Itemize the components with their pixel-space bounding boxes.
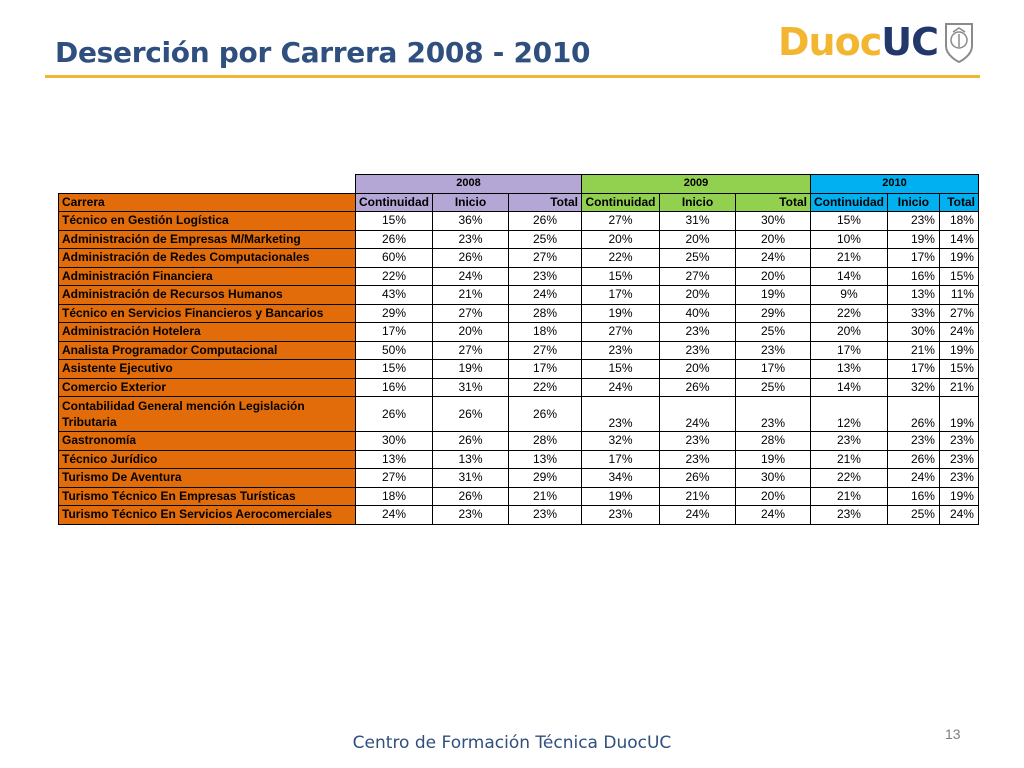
value-cell-continuidad-2009: 20% (581, 230, 659, 249)
value-cell-continuidad-2010: 21% (810, 249, 887, 268)
value-cell-continuidad-2010: 17% (810, 341, 887, 360)
value-cell-continuidad-2008: 26% (356, 397, 433, 432)
value-cell-continuidad-2008: 26% (356, 230, 433, 249)
value-cell-continuidad-2008: 17% (356, 323, 433, 342)
value-cell-inicio-2008: 27% (432, 304, 508, 323)
value-cell-inicio-2008: 31% (432, 469, 508, 488)
value-cell-inicio-2008: 19% (432, 360, 508, 379)
title-underline (45, 75, 980, 78)
value-cell-continuidad-2008: 43% (356, 286, 433, 305)
table-row (59, 249, 979, 268)
col-inicio-2009: Inicio (659, 193, 735, 212)
value-cell-total-2009: 19% (735, 286, 810, 305)
table-row (59, 304, 979, 323)
value-cell-continuidad-2008: 27% (356, 469, 433, 488)
value-cell-continuidad-2010: 12% (810, 397, 887, 432)
year-header-2008: 2008 (356, 175, 582, 194)
value-cell-total-2008: 27% (508, 249, 581, 268)
value-cell-inicio-2008: 31% (432, 378, 508, 397)
value-cell-continuidad-2008: 16% (356, 378, 433, 397)
value-cell-continuidad-2008: 29% (356, 304, 433, 323)
value-cell-inicio-2008: 26% (432, 397, 508, 432)
value-cell-total-2008: 28% (508, 304, 581, 323)
value-cell-continuidad-2008: 13% (356, 450, 433, 469)
value-cell-continuidad-2010: 9% (810, 286, 887, 305)
carrera-cell: Administración de Empresas M/Marketing (59, 230, 356, 249)
value-cell-total-2010: 19% (939, 249, 978, 268)
value-cell-total-2010: 15% (939, 267, 978, 286)
table-row (59, 267, 979, 286)
page-number: 13 (945, 726, 961, 742)
value-cell-continuidad-2010: 14% (810, 378, 887, 397)
carrera-cell: Analista Programador Computacional (59, 341, 356, 360)
carrera-cell: Administración Financiera (59, 267, 356, 286)
table-row (59, 230, 979, 249)
value-cell-continuidad-2008: 15% (356, 212, 433, 231)
value-cell-inicio-2008: 13% (432, 450, 508, 469)
value-cell-continuidad-2009: 23% (581, 397, 659, 432)
value-cell-inicio-2010: 13% (887, 286, 939, 305)
value-cell-total-2008: 23% (508, 506, 581, 525)
value-cell-continuidad-2008: 50% (356, 341, 433, 360)
desercion-table (58, 174, 979, 525)
value-cell-total-2008: 23% (508, 267, 581, 286)
carrera-cell: Técnico en Gestión Logística (59, 212, 356, 231)
value-cell-total-2009: 20% (735, 230, 810, 249)
carrera-cell: Administración de Recursos Humanos (59, 286, 356, 305)
value-cell-total-2010: 11% (939, 286, 978, 305)
value-cell-continuidad-2009: 22% (581, 249, 659, 268)
value-cell-continuidad-2009: 19% (581, 487, 659, 506)
duocuc-logo (778, 18, 976, 66)
university-seal-icon (942, 20, 976, 64)
carrera-cell: Asistente Ejecutivo (59, 360, 356, 379)
value-cell-inicio-2009: 27% (659, 267, 735, 286)
value-cell-inicio-2008: 36% (432, 212, 508, 231)
table-row (59, 378, 979, 397)
value-cell-continuidad-2009: 27% (581, 323, 659, 342)
value-cell-continuidad-2008: 30% (356, 432, 433, 451)
table-body (59, 212, 979, 525)
value-cell-total-2008: 24% (508, 286, 581, 305)
col-total-2009: Total (735, 193, 810, 212)
value-cell-inicio-2009: 23% (659, 323, 735, 342)
carrera-cell: Técnico en Servicios Financieros y Bancarios (59, 304, 356, 323)
value-cell-total-2009: 30% (735, 212, 810, 231)
carrera-cell: Administración Hotelera (59, 323, 356, 342)
value-cell-inicio-2010: 30% (887, 323, 939, 342)
logo-text-duoc: Duoc (778, 20, 882, 64)
value-cell-total-2009: 19% (735, 450, 810, 469)
value-cell-total-2009: 17% (735, 360, 810, 379)
value-cell-inicio-2010: 26% (887, 450, 939, 469)
value-cell-continuidad-2008: 22% (356, 267, 433, 286)
value-cell-continuidad-2009: 24% (581, 378, 659, 397)
value-cell-total-2008: 17% (508, 360, 581, 379)
value-cell-total-2009: 24% (735, 249, 810, 268)
value-cell-continuidad-2010: 13% (810, 360, 887, 379)
value-cell-inicio-2008: 26% (432, 249, 508, 268)
value-cell-inicio-2009: 24% (659, 397, 735, 432)
value-cell-total-2009: 23% (735, 341, 810, 360)
value-cell-inicio-2010: 25% (887, 506, 939, 525)
column-header-row (59, 193, 979, 212)
value-cell-inicio-2010: 23% (887, 212, 939, 231)
carrera-cell: Turismo Técnico En Servicios Aerocomerciales (59, 506, 356, 525)
value-cell-continuidad-2010: 21% (810, 487, 887, 506)
value-cell-inicio-2009: 31% (659, 212, 735, 231)
value-cell-total-2009: 23% (735, 397, 810, 432)
col-continuidad-2010: Continuidad (810, 193, 887, 212)
page-title: Deserción por Carrera 2008 - 2010 (55, 36, 591, 69)
value-cell-inicio-2008: 23% (432, 506, 508, 525)
value-cell-inicio-2010: 24% (887, 469, 939, 488)
carrera-cell: Técnico Jurídico (59, 450, 356, 469)
carrera-cell: Administración de Redes Computacionales (59, 249, 356, 268)
value-cell-inicio-2009: 20% (659, 230, 735, 249)
value-cell-total-2008: 25% (508, 230, 581, 249)
value-cell-total-2009: 24% (735, 506, 810, 525)
value-cell-total-2008: 13% (508, 450, 581, 469)
col-total-2010: Total (939, 193, 978, 212)
value-cell-inicio-2009: 23% (659, 450, 735, 469)
value-cell-total-2010: 23% (939, 450, 978, 469)
value-cell-inicio-2008: 27% (432, 341, 508, 360)
carrera-cell: Contabilidad General mención Legislación Tributaria (59, 397, 356, 432)
value-cell-total-2009: 20% (735, 487, 810, 506)
value-cell-continuidad-2009: 17% (581, 450, 659, 469)
value-cell-total-2010: 18% (939, 212, 978, 231)
header-blank-cell (59, 175, 356, 194)
value-cell-continuidad-2009: 19% (581, 304, 659, 323)
value-cell-total-2008: 18% (508, 323, 581, 342)
desercion-table-container (58, 174, 979, 525)
carrera-cell: Gastronomía (59, 432, 356, 451)
value-cell-continuidad-2010: 14% (810, 267, 887, 286)
value-cell-inicio-2008: 23% (432, 230, 508, 249)
value-cell-total-2008: 28% (508, 432, 581, 451)
value-cell-continuidad-2009: 23% (581, 341, 659, 360)
value-cell-inicio-2008: 26% (432, 487, 508, 506)
value-cell-inicio-2009: 23% (659, 341, 735, 360)
value-cell-total-2010: 19% (939, 487, 978, 506)
table-row (59, 469, 979, 488)
value-cell-total-2010: 24% (939, 506, 978, 525)
value-cell-continuidad-2010: 10% (810, 230, 887, 249)
value-cell-total-2010: 19% (939, 341, 978, 360)
value-cell-inicio-2009: 20% (659, 286, 735, 305)
value-cell-inicio-2008: 26% (432, 432, 508, 451)
value-cell-continuidad-2008: 24% (356, 506, 433, 525)
table-row (59, 212, 979, 231)
value-cell-inicio-2009: 23% (659, 432, 735, 451)
table-row (59, 506, 979, 525)
value-cell-inicio-2009: 26% (659, 469, 735, 488)
value-cell-total-2010: 19% (939, 397, 978, 432)
value-cell-inicio-2010: 19% (887, 230, 939, 249)
table-row (59, 360, 979, 379)
value-cell-total-2010: 23% (939, 469, 978, 488)
value-cell-total-2010: 23% (939, 432, 978, 451)
value-cell-inicio-2009: 26% (659, 378, 735, 397)
value-cell-continuidad-2008: 15% (356, 360, 433, 379)
value-cell-total-2010: 27% (939, 304, 978, 323)
value-cell-continuidad-2010: 22% (810, 469, 887, 488)
table-row (59, 432, 979, 451)
value-cell-total-2008: 26% (508, 397, 581, 432)
value-cell-total-2008: 22% (508, 378, 581, 397)
col-continuidad-2008: Continuidad (356, 193, 433, 212)
value-cell-inicio-2009: 40% (659, 304, 735, 323)
value-cell-total-2008: 26% (508, 212, 581, 231)
value-cell-inicio-2009: 24% (659, 506, 735, 525)
value-cell-continuidad-2010: 15% (810, 212, 887, 231)
value-cell-inicio-2008: 20% (432, 323, 508, 342)
logo-text-uc: UC (881, 20, 938, 64)
year-header-2010: 2010 (810, 175, 978, 194)
carrera-cell: Comercio Exterior (59, 378, 356, 397)
value-cell-inicio-2009: 20% (659, 360, 735, 379)
value-cell-total-2010: 14% (939, 230, 978, 249)
value-cell-continuidad-2008: 60% (356, 249, 433, 268)
table-row (59, 341, 979, 360)
value-cell-total-2010: 15% (939, 360, 978, 379)
carrera-cell: Turismo Técnico En Empresas Turísticas (59, 487, 356, 506)
value-cell-inicio-2010: 33% (887, 304, 939, 323)
value-cell-total-2008: 21% (508, 487, 581, 506)
value-cell-total-2009: 25% (735, 378, 810, 397)
value-cell-total-2009: 29% (735, 304, 810, 323)
value-cell-inicio-2010: 16% (887, 267, 939, 286)
col-inicio-2010: Inicio (887, 193, 939, 212)
table-row (59, 397, 979, 432)
value-cell-continuidad-2009: 34% (581, 469, 659, 488)
carrera-column-header: Carrera (59, 193, 356, 212)
value-cell-continuidad-2010: 21% (810, 450, 887, 469)
value-cell-inicio-2008: 24% (432, 267, 508, 286)
value-cell-total-2010: 24% (939, 323, 978, 342)
value-cell-total-2009: 25% (735, 323, 810, 342)
value-cell-inicio-2010: 21% (887, 341, 939, 360)
value-cell-continuidad-2009: 17% (581, 286, 659, 305)
value-cell-inicio-2009: 21% (659, 487, 735, 506)
table-row (59, 286, 979, 305)
value-cell-inicio-2010: 32% (887, 378, 939, 397)
value-cell-continuidad-2009: 15% (581, 267, 659, 286)
year-header-row (59, 175, 979, 194)
value-cell-continuidad-2008: 18% (356, 487, 433, 506)
footer-text: Centro de Formación Técnica DuocUC (352, 733, 672, 753)
value-cell-continuidad-2009: 32% (581, 432, 659, 451)
value-cell-continuidad-2009: 23% (581, 506, 659, 525)
value-cell-total-2008: 27% (508, 341, 581, 360)
table-row (59, 450, 979, 469)
carrera-cell: Turismo De Aventura (59, 469, 356, 488)
value-cell-total-2010: 21% (939, 378, 978, 397)
value-cell-continuidad-2010: 22% (810, 304, 887, 323)
value-cell-inicio-2009: 25% (659, 249, 735, 268)
value-cell-inicio-2010: 16% (887, 487, 939, 506)
value-cell-inicio-2010: 17% (887, 249, 939, 268)
table-row (59, 487, 979, 506)
value-cell-inicio-2010: 26% (887, 397, 939, 432)
col-continuidad-2009: Continuidad (581, 193, 659, 212)
value-cell-total-2009: 28% (735, 432, 810, 451)
value-cell-continuidad-2009: 15% (581, 360, 659, 379)
year-header-2009: 2009 (581, 175, 810, 194)
value-cell-inicio-2010: 23% (887, 432, 939, 451)
value-cell-total-2009: 20% (735, 267, 810, 286)
value-cell-continuidad-2009: 27% (581, 212, 659, 231)
value-cell-total-2009: 30% (735, 469, 810, 488)
value-cell-continuidad-2010: 20% (810, 323, 887, 342)
value-cell-total-2008: 29% (508, 469, 581, 488)
col-total-2008: Total (508, 193, 581, 212)
value-cell-continuidad-2010: 23% (810, 432, 887, 451)
value-cell-inicio-2010: 17% (887, 360, 939, 379)
col-inicio-2008: Inicio (432, 193, 508, 212)
value-cell-inicio-2008: 21% (432, 286, 508, 305)
table-row (59, 323, 979, 342)
value-cell-continuidad-2010: 23% (810, 506, 887, 525)
